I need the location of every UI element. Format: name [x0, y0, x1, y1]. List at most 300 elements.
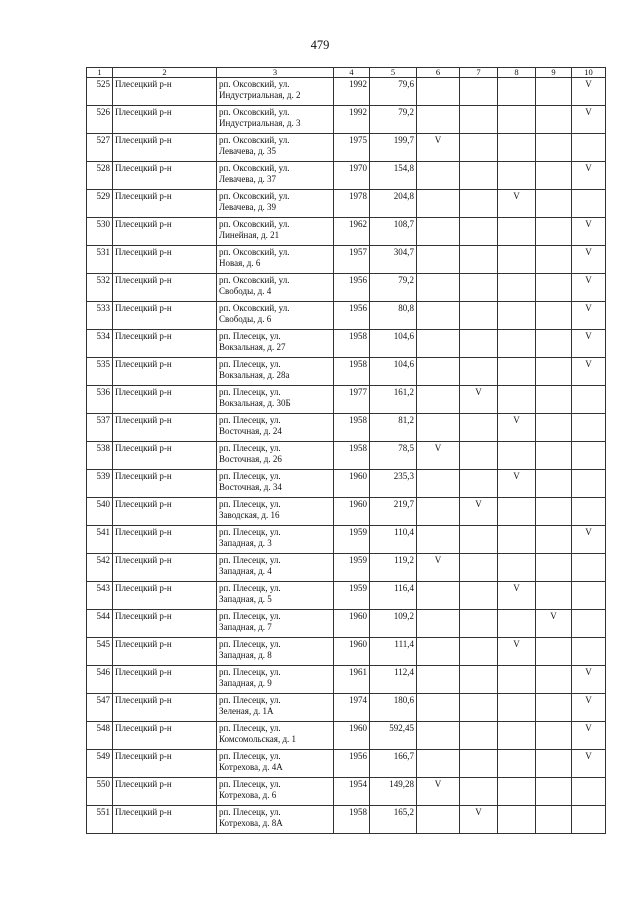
table-row	[87, 610, 606, 638]
address-line-2: Вокзальная, д. 27	[219, 342, 286, 352]
district-name: Плесецкий р-н	[113, 78, 217, 106]
build-year: 1958	[334, 414, 370, 442]
mark-cell-col-8	[498, 470, 536, 498]
address-line-2: Индустриальная, д. 2	[219, 90, 301, 100]
column-header: 5	[370, 68, 417, 78]
check-mark: V	[434, 135, 442, 145]
build-year: 1975	[334, 134, 370, 162]
address-line-1: рп. Плесецк, ул.	[219, 751, 281, 761]
address-line-2: Индустриальная, д. 3	[219, 118, 301, 128]
district-name: Плесецкий р-н	[113, 582, 217, 610]
row-number: 535	[87, 358, 113, 386]
column-header: 2	[113, 68, 217, 78]
mark-cell-col-9	[536, 302, 572, 330]
mark-cell-col-9	[536, 750, 572, 778]
check-mark: V	[585, 275, 592, 285]
build-year: 1960	[334, 610, 370, 638]
address-line-2: Левачева, д. 39	[219, 202, 277, 212]
district-name: Плесецкий р-н	[113, 330, 217, 358]
column-number-row	[87, 68, 606, 78]
mark-cell-col-10	[572, 442, 606, 470]
table-row	[87, 470, 606, 498]
district-name: Плесецкий р-н	[113, 106, 217, 134]
mark-cell-col-10	[572, 358, 606, 386]
mark-cell-col-9	[536, 386, 572, 414]
row-number: 526	[87, 106, 113, 134]
address-cell	[217, 358, 334, 386]
row-number: 549	[87, 750, 113, 778]
mark-cell-col-9	[536, 694, 572, 722]
mark-cell-col-7	[460, 554, 498, 582]
address-line-1: рп. Плесецк, ул.	[219, 723, 281, 733]
address-line-2: Вокзальная, д. 28а	[219, 370, 290, 380]
mark-cell-col-9	[536, 414, 572, 442]
district-name: Плесецкий р-н	[113, 442, 217, 470]
row-number: 540	[87, 498, 113, 526]
mark-cell-col-9	[536, 582, 572, 610]
mark-cell-col-10	[572, 302, 606, 330]
build-year: 1970	[334, 162, 370, 190]
table-row	[87, 78, 606, 106]
table-row	[87, 778, 606, 806]
mark-cell-col-6	[417, 582, 460, 610]
table-row	[87, 442, 606, 470]
column-header: 10	[572, 68, 606, 78]
table-row	[87, 106, 606, 134]
area-value: 109,2	[370, 610, 417, 638]
mark-cell-col-6	[417, 330, 460, 358]
area-value: 166,7	[370, 750, 417, 778]
mark-cell-col-6	[417, 638, 460, 666]
mark-cell-col-8	[498, 582, 536, 610]
row-number: 548	[87, 722, 113, 750]
address-line-2: Котрехова, д. 4А	[219, 762, 283, 772]
table-row	[87, 498, 606, 526]
table-row	[87, 582, 606, 610]
mark-cell-col-10	[572, 134, 606, 162]
mark-cell-col-10	[572, 274, 606, 302]
district-name: Плесецкий р-н	[113, 190, 217, 218]
address-line-1: рп. Плесецк, ул.	[219, 387, 281, 397]
column-header: 1	[87, 68, 113, 78]
mark-cell-col-6	[417, 694, 460, 722]
address-cell	[217, 750, 334, 778]
mark-cell-col-9	[536, 778, 572, 806]
row-number: 532	[87, 274, 113, 302]
build-year: 1958	[334, 330, 370, 358]
row-number: 539	[87, 470, 113, 498]
mark-cell-col-7	[460, 442, 498, 470]
mark-cell-col-9	[536, 106, 572, 134]
row-number: 550	[87, 778, 113, 806]
build-year: 1960	[334, 470, 370, 498]
build-year: 1958	[334, 806, 370, 834]
mark-cell-col-6	[417, 554, 460, 582]
mark-cell-col-8	[498, 778, 536, 806]
mark-cell-col-10	[572, 750, 606, 778]
mark-cell-col-8	[498, 638, 536, 666]
address-line-2: Западная, д. 3	[219, 538, 272, 548]
mark-cell-col-8	[498, 694, 536, 722]
mark-cell-col-7	[460, 722, 498, 750]
area-value: 79,2	[370, 106, 417, 134]
area-value: 108,7	[370, 218, 417, 246]
area-value: 111,4	[370, 638, 417, 666]
address-line-1: рп. Оксовский, ул.	[219, 247, 290, 257]
mark-cell-col-9	[536, 330, 572, 358]
mark-cell-col-10	[572, 190, 606, 218]
build-year: 1961	[334, 666, 370, 694]
address-cell	[217, 162, 334, 190]
district-name: Плесецкий р-н	[113, 386, 217, 414]
address-cell	[217, 778, 334, 806]
address-line-1: рп. Оксовский, ул.	[219, 163, 290, 173]
area-value: 204,8	[370, 190, 417, 218]
mark-cell-col-8	[498, 526, 536, 554]
mark-cell-col-10	[572, 638, 606, 666]
mark-cell-col-7	[460, 246, 498, 274]
mark-cell-col-8	[498, 554, 536, 582]
address-line-2: Левачева, д. 37	[219, 174, 277, 184]
mark-cell-col-7	[460, 666, 498, 694]
mark-cell-col-6	[417, 246, 460, 274]
mark-cell-col-9	[536, 806, 572, 834]
address-line-1: рп. Плесецк, ул.	[219, 359, 281, 369]
area-value: 304,7	[370, 246, 417, 274]
build-year: 1959	[334, 554, 370, 582]
address-cell	[217, 470, 334, 498]
build-year: 1992	[334, 106, 370, 134]
address-cell	[217, 106, 334, 134]
mark-cell-col-8	[498, 750, 536, 778]
area-value: 78,5	[370, 442, 417, 470]
column-header: 6	[417, 68, 460, 78]
address-line-1: рп. Оксовский, ул.	[219, 107, 290, 117]
address-cell	[217, 554, 334, 582]
build-year: 1978	[334, 190, 370, 218]
address-line-1: рп. Плесецк, ул.	[219, 443, 281, 453]
address-cell	[217, 78, 334, 106]
address-cell	[217, 442, 334, 470]
column-header: 9	[536, 68, 572, 78]
table-row	[87, 694, 606, 722]
build-year: 1960	[334, 638, 370, 666]
row-number: 547	[87, 694, 113, 722]
check-mark: V	[513, 583, 520, 593]
mark-cell-col-7	[460, 162, 498, 190]
build-year: 1959	[334, 582, 370, 610]
column-header: 3	[217, 68, 334, 78]
mark-cell-col-6	[417, 302, 460, 330]
table-row	[87, 806, 606, 834]
mark-cell-col-9	[536, 218, 572, 246]
mark-cell-col-8	[498, 358, 536, 386]
mark-cell-col-9	[536, 78, 572, 106]
address-line-1: рп. Плесецк, ул.	[219, 555, 281, 565]
area-value: 112,4	[370, 666, 417, 694]
table-body	[87, 78, 606, 834]
row-number: 530	[87, 218, 113, 246]
district-name: Плесецкий р-н	[113, 414, 217, 442]
mark-cell-col-9	[536, 638, 572, 666]
mark-cell-col-6	[417, 190, 460, 218]
mark-cell-col-7	[460, 582, 498, 610]
district-name: Плесецкий р-н	[113, 134, 217, 162]
district-name: Плесецкий р-н	[113, 526, 217, 554]
address-line-1: рп. Оксовский, ул.	[219, 79, 290, 89]
table-row	[87, 750, 606, 778]
check-mark: V	[475, 387, 482, 397]
address-line-1: рп. Плесецк, ул.	[219, 471, 281, 481]
mark-cell-col-9	[536, 274, 572, 302]
mark-cell-col-8	[498, 106, 536, 134]
area-value: 235,3	[370, 470, 417, 498]
district-name: Плесецкий р-н	[113, 302, 217, 330]
address-line-1: рп. Оксовский, ул.	[219, 135, 290, 145]
address-line-2: Котрехова, д. 6	[219, 790, 277, 800]
district-name: Плесецкий р-н	[113, 358, 217, 386]
table-row	[87, 162, 606, 190]
mark-cell-col-8	[498, 414, 536, 442]
district-name: Плесецкий р-н	[113, 498, 217, 526]
address-cell	[217, 218, 334, 246]
build-year: 1956	[334, 302, 370, 330]
mark-cell-col-10	[572, 78, 606, 106]
mark-cell-col-6	[417, 134, 460, 162]
mark-cell-col-7	[460, 638, 498, 666]
check-mark: V	[585, 303, 592, 313]
mark-cell-col-7	[460, 526, 498, 554]
table-row	[87, 526, 606, 554]
mark-cell-col-9	[536, 526, 572, 554]
mark-cell-col-8	[498, 218, 536, 246]
mark-cell-col-10	[572, 470, 606, 498]
address-line-2: Комсомольская, д. 1	[219, 734, 297, 744]
check-mark: V	[475, 807, 482, 817]
mark-cell-col-6	[417, 806, 460, 834]
address-cell	[217, 638, 334, 666]
build-year: 1977	[334, 386, 370, 414]
build-year: 1958	[334, 442, 370, 470]
mark-cell-col-8	[498, 78, 536, 106]
row-number: 544	[87, 610, 113, 638]
district-name: Плесецкий р-н	[113, 778, 217, 806]
district-name: Плесецкий р-н	[113, 806, 217, 834]
check-mark: V	[585, 107, 592, 117]
column-header: 8	[498, 68, 536, 78]
check-mark: V	[585, 667, 592, 677]
mark-cell-col-9	[536, 554, 572, 582]
district-name: Плесецкий р-н	[113, 638, 217, 666]
address-line-2: Вокзальная, д. 30Б	[219, 398, 291, 408]
mark-cell-col-10	[572, 106, 606, 134]
check-mark: V	[434, 443, 442, 453]
mark-cell-col-8	[498, 246, 536, 274]
row-number: 537	[87, 414, 113, 442]
check-mark: V	[585, 331, 592, 341]
row-number: 527	[87, 134, 113, 162]
row-number: 545	[87, 638, 113, 666]
address-line-2: Новая, д. 6	[219, 258, 261, 268]
mark-cell-col-9	[536, 470, 572, 498]
mark-cell-col-6	[417, 722, 460, 750]
mark-cell-col-7	[460, 498, 498, 526]
mark-cell-col-7	[460, 470, 498, 498]
mark-cell-col-6	[417, 610, 460, 638]
mark-cell-col-8	[498, 610, 536, 638]
address-line-2: Котрехова, д. 8А	[219, 818, 283, 828]
mark-cell-col-9	[536, 358, 572, 386]
mark-cell-col-8	[498, 274, 536, 302]
mark-cell-col-7	[460, 330, 498, 358]
row-number: 536	[87, 386, 113, 414]
row-number: 541	[87, 526, 113, 554]
mark-cell-col-6	[417, 274, 460, 302]
address-cell	[217, 722, 334, 750]
build-year: 1956	[334, 274, 370, 302]
mark-cell-col-10	[572, 162, 606, 190]
table-row	[87, 302, 606, 330]
mark-cell-col-10	[572, 666, 606, 694]
check-mark: V	[585, 695, 592, 705]
address-line-1: рп. Плесецк, ул.	[219, 583, 281, 593]
mark-cell-col-10	[572, 218, 606, 246]
table-row	[87, 414, 606, 442]
build-year: 1954	[334, 778, 370, 806]
mark-cell-col-8	[498, 806, 536, 834]
mark-cell-col-7	[460, 750, 498, 778]
check-mark: V	[475, 499, 482, 509]
row-number: 529	[87, 190, 113, 218]
check-mark: V	[513, 639, 520, 649]
build-year: 1957	[334, 246, 370, 274]
address-line-1: рп. Плесецк, ул.	[219, 611, 281, 621]
mark-cell-col-10	[572, 498, 606, 526]
area-value: 116,4	[370, 582, 417, 610]
row-number: 531	[87, 246, 113, 274]
mark-cell-col-8	[498, 134, 536, 162]
table-row	[87, 190, 606, 218]
mark-cell-col-6	[417, 218, 460, 246]
mark-cell-col-7	[460, 78, 498, 106]
mark-cell-col-10	[572, 582, 606, 610]
mark-cell-col-8	[498, 302, 536, 330]
address-line-2: Западная, д. 4	[219, 566, 272, 576]
build-year: 1960	[334, 498, 370, 526]
mark-cell-col-7	[460, 106, 498, 134]
check-mark: V	[585, 247, 592, 257]
address-cell	[217, 302, 334, 330]
district-name: Плесецкий р-н	[113, 722, 217, 750]
address-line-1: рп. Оксовский, ул.	[219, 303, 290, 313]
check-mark: V	[585, 527, 592, 537]
mark-cell-col-7	[460, 134, 498, 162]
district-name: Плесецкий р-н	[113, 610, 217, 638]
table-row	[87, 358, 606, 386]
mark-cell-col-10	[572, 806, 606, 834]
mark-cell-col-9	[536, 246, 572, 274]
area-value: 81,2	[370, 414, 417, 442]
mark-cell-col-8	[498, 190, 536, 218]
page-number: 479	[310, 38, 330, 52]
check-mark: V	[585, 723, 592, 733]
address-line-1: рп. Плесецк, ул.	[219, 779, 281, 789]
address-line-2: Западная, д. 7	[219, 622, 272, 632]
area-value: 180,6	[370, 694, 417, 722]
mark-cell-col-10	[572, 722, 606, 750]
build-year: 1956	[334, 750, 370, 778]
mark-cell-col-6	[417, 470, 460, 498]
housing-registry-table	[86, 67, 606, 834]
district-name: Плесецкий р-н	[113, 470, 217, 498]
mark-cell-col-8	[498, 442, 536, 470]
check-mark: V	[550, 611, 557, 621]
area-value: 219,7	[370, 498, 417, 526]
mark-cell-col-9	[536, 722, 572, 750]
table-row	[87, 386, 606, 414]
area-value: 161,2	[370, 386, 417, 414]
mark-cell-col-10	[572, 414, 606, 442]
mark-cell-col-6	[417, 778, 460, 806]
mark-cell-col-7	[460, 414, 498, 442]
district-name: Плесецкий р-н	[113, 750, 217, 778]
address-line-2: Восточная, д. 34	[219, 482, 282, 492]
address-line-1: рп. Плесецк, ул.	[219, 415, 281, 425]
mark-cell-col-10	[572, 778, 606, 806]
row-number: 543	[87, 582, 113, 610]
address-cell	[217, 666, 334, 694]
district-name: Плесецкий р-н	[113, 274, 217, 302]
mark-cell-col-8	[498, 722, 536, 750]
address-line-1: рп. Оксовский, ул.	[219, 275, 290, 285]
mark-cell-col-9	[536, 190, 572, 218]
mark-cell-col-9	[536, 666, 572, 694]
address-cell	[217, 582, 334, 610]
address-line-2: Свободы, д. 6	[219, 314, 272, 324]
address-cell	[217, 694, 334, 722]
check-mark: V	[585, 751, 592, 761]
address-cell	[217, 134, 334, 162]
mark-cell-col-10	[572, 694, 606, 722]
address-line-1: рп. Оксовский, ул.	[219, 219, 290, 229]
table-row	[87, 134, 606, 162]
address-line-1: рп. Плесецк, ул.	[219, 695, 281, 705]
area-value: 149,28	[370, 778, 417, 806]
address-cell	[217, 806, 334, 834]
mark-cell-col-6	[417, 498, 460, 526]
build-year: 1962	[334, 218, 370, 246]
mark-cell-col-6	[417, 358, 460, 386]
mark-cell-col-10	[572, 330, 606, 358]
mark-cell-col-7	[460, 218, 498, 246]
row-number: 538	[87, 442, 113, 470]
mark-cell-col-8	[498, 386, 536, 414]
mark-cell-col-10	[572, 554, 606, 582]
address-cell	[217, 246, 334, 274]
address-cell	[217, 610, 334, 638]
area-value: 154,8	[370, 162, 417, 190]
check-mark: V	[513, 415, 520, 425]
check-mark: V	[513, 191, 520, 201]
mark-cell-col-9	[536, 134, 572, 162]
address-line-1: рп. Плесецк, ул.	[219, 499, 281, 509]
address-line-1: рп. Плесецк, ул.	[219, 331, 281, 341]
mark-cell-col-6	[417, 442, 460, 470]
mark-cell-col-6	[417, 414, 460, 442]
mark-cell-col-6	[417, 386, 460, 414]
address-line-2: Линейная, д. 21	[219, 230, 280, 240]
mark-cell-col-6	[417, 162, 460, 190]
